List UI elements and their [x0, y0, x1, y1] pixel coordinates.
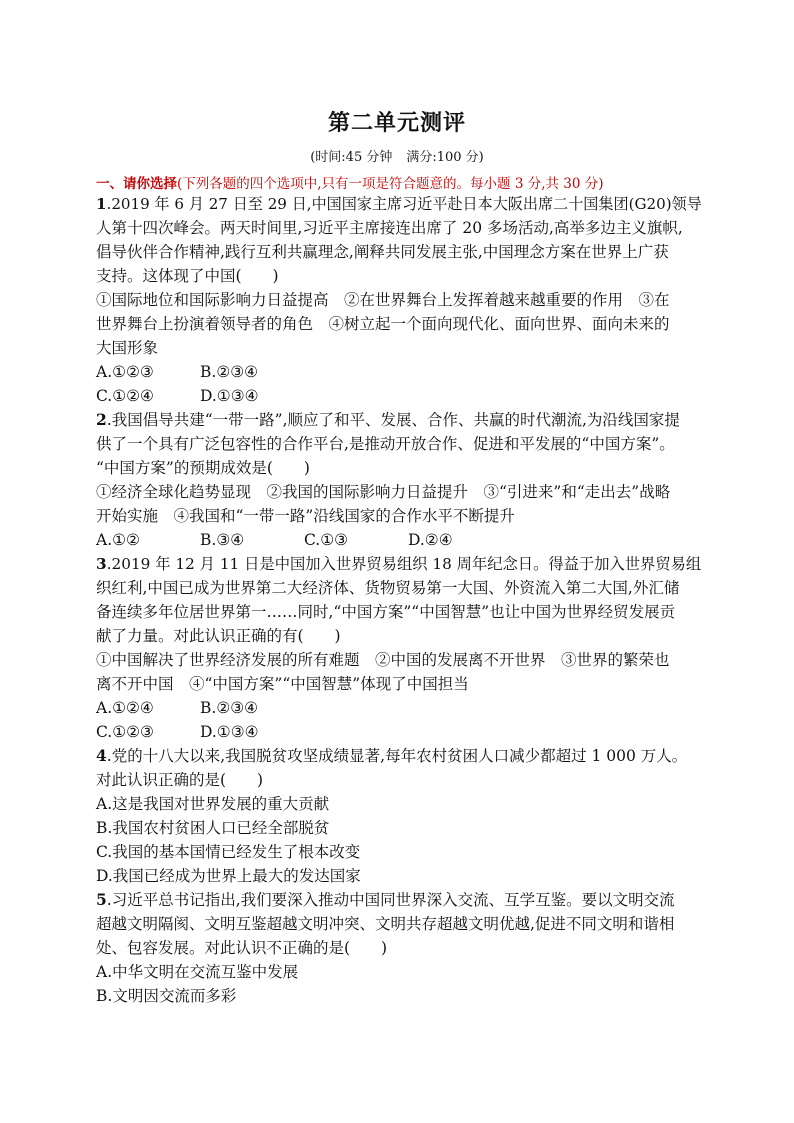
question-line: 世界舞台上扮演着领导者的角色 ④树立起一个面向现代化、面向世界、面向未来的: [96, 315, 670, 333]
option-c: C.我国的基本国情已经发生了根本改变: [96, 843, 361, 861]
full-score: 满分:100 分): [406, 150, 484, 165]
page-title: 第二单元测评: [327, 111, 466, 136]
section-heading: [96, 172, 604, 192]
question-line: ①经济全球化趋势显现 ②我国的国际影响力日益提升 ③“引进来”和“走出去”战略: [96, 483, 671, 501]
question-line: 处、包容发展。对此认识不正确的是( ): [96, 939, 388, 957]
question-line: 对此认识正确的是( ): [96, 771, 264, 789]
question-line: 倡导伙伴合作精神,践行互利共赢理念,阐释共同发展主张,中国理念方案在世界上广获: [96, 243, 669, 261]
question-line: 大国形象: [96, 339, 159, 357]
question-line: 备连续多年位居世界第一……同时,“中国方案”“中国智慧”也让中国为世界经贸发展贡: [96, 603, 676, 621]
exam-meta: [0, 146, 794, 165]
question-number: 1: [96, 195, 107, 213]
option-c: C.①②④: [96, 387, 154, 405]
question-number: 5: [96, 890, 107, 909]
question-line: ①国际地位和国际影响力日益提高 ②在世界舞台上发挥着越来越重要的作用 ③在: [96, 291, 670, 309]
question-line: 人第十四次峰会。两天时间里,习近平主席接连出席了 20 多场活动,高举多边主义旗帜,: [96, 219, 683, 237]
option-b: B.文明因交流而多彩: [96, 987, 237, 1005]
answer-options: [96, 362, 304, 382]
question-line: ①中国解决了世界经济发展的所有难题 ②中国的发展离不开世界 ③世界的繁荣也: [96, 651, 670, 669]
option-a: A.中华文明在交流互鉴中发展: [96, 963, 299, 981]
option-b: B.②③④: [200, 363, 259, 381]
time-limit: (时间:45 分钟: [310, 150, 393, 165]
question-line: 织红利,中国已成为世界第二大经济体、货物贸易第一大国、外资流入第二大国,外汇储: [96, 579, 680, 597]
question-line: 5.习近平总书记指出,我们要深入推动中国同世界深入交流、互学互鉴。要以文明交流: [96, 890, 675, 909]
option-a: A.①②④: [96, 699, 154, 717]
option-a: A.①②: [96, 531, 140, 549]
question-line: 开始实施 ④我国和“一带一路”沿线国家的合作水平不断提升: [96, 507, 515, 525]
answer-options: [96, 386, 304, 406]
option-d: D.①③④: [200, 723, 259, 741]
option-c: C.①②③: [96, 723, 154, 741]
option-d: D.②④: [408, 531, 453, 549]
question-number: 2: [96, 410, 107, 429]
question-number: 4: [96, 746, 107, 765]
option-a: A.①②③: [96, 363, 154, 381]
question-line: 4.党的十八大以来,我国脱贫攻坚成绩显著,每年农村贫困人口减少都超过 1 000 万人。: [96, 746, 688, 765]
option-c: C.①③: [304, 531, 349, 549]
option-d: D.我国已经成为世界上最大的发达国家: [96, 867, 361, 885]
question-line: 超越文明隔阂、文明互鉴超越文明冲突、文明共存超越文明优越,促进不同文明和谐相: [96, 915, 675, 933]
question-number: 3: [96, 555, 107, 573]
question-line: 支持。这体现了中国( ): [96, 267, 279, 285]
answer-options: [96, 722, 304, 742]
question-line: “中国方案”的预期成效是( ): [96, 459, 310, 477]
section-instructions: (下列各题的四个选项中,只有一项是符合题意的。每小题 3 分,共 30 分): [177, 176, 604, 192]
question-line: 3.2019 年 12 月 11 日是中国加入世界贸易组织 18 周年纪念日。得益于加入世界贸易组: [96, 555, 702, 573]
option-b: B.我国农村贫困人口已经全部脱贫: [96, 819, 330, 837]
question-line: 离不开中国 ④“中国方案”“中国智慧”体现了中国担当: [96, 675, 469, 693]
answer-options: [96, 530, 512, 550]
answer-options: [96, 698, 304, 718]
option-b: B.②③④: [200, 699, 259, 717]
option-a: A.这是我国对世界发展的重大贡献: [96, 795, 330, 813]
question-line: 1.2019 年 6 月 27 日至 29 日,中国国家主席习近平赴日本大阪出席二十国集团(G20)领导: [96, 195, 702, 213]
section-title: 一、请你选择: [96, 176, 177, 192]
question-line: 供了一个具有广泛包容性的合作平台,是推动开放合作、促进和平发展的“中国方案”。: [96, 435, 675, 453]
option-b: B.③④: [200, 531, 245, 549]
question-line: 2.我国倡导共建“一带一路”,顺应了和平、发展、合作、共赢的时代潮流,为沿线国家提: [96, 410, 680, 429]
question-line: 献了力量。对此认识正确的有( ): [96, 627, 341, 645]
option-d: D.①③④: [200, 387, 259, 405]
